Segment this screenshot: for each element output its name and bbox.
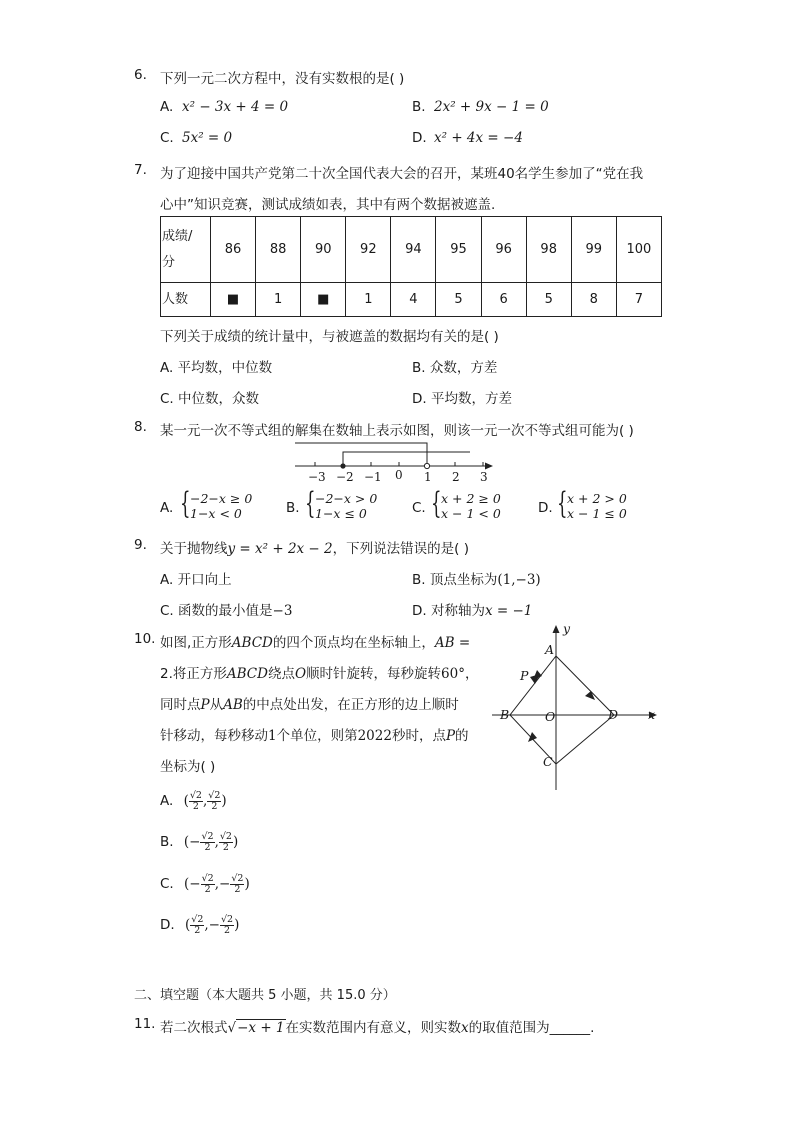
- table-cell: 7: [616, 283, 661, 317]
- label-c: C: [543, 754, 553, 769]
- math-text: ABCD: [231, 635, 273, 651]
- q7-option-c: C. 中位数，众数: [160, 391, 260, 407]
- option-label: B.: [160, 834, 174, 850]
- arrow-icon: [585, 691, 595, 700]
- numerator: √2: [208, 790, 221, 801]
- numerator: √2: [219, 831, 232, 842]
- denominator: 2: [192, 801, 199, 812]
- q6-option-a-label: A.: [160, 99, 174, 115]
- text: 若二次根式: [160, 1020, 228, 1036]
- section-2-title: 二、填空题（本大题共 5 小题，共 15.0 分）: [134, 988, 396, 1003]
- square-rotation-diagram: [488, 622, 668, 792]
- option-label: C.: [160, 876, 174, 892]
- math-text: 1: [268, 728, 277, 744]
- score-header-line1: 成绩/: [162, 228, 193, 244]
- label-a: A: [545, 642, 555, 657]
- text: 同时点: [160, 697, 201, 713]
- count-header-cell: 人数: [161, 283, 211, 317]
- q9-option-c: [160, 599, 292, 619]
- question-6-number: 6.: [134, 67, 147, 83]
- inequality: −2−x > 0: [315, 491, 378, 506]
- option-value: x = −1: [484, 603, 533, 619]
- tick-label: 0: [395, 468, 403, 482]
- question-8-stem: 某一元一次不等式组的解集在数轴上表示如图，则该一元一次不等式组可能为( ): [160, 423, 634, 439]
- table-cell: 90: [301, 217, 346, 283]
- tick-label: 2: [452, 470, 460, 484]
- q10-line2: [160, 662, 478, 682]
- question-7-number: 7.: [134, 162, 147, 178]
- score-header-cell: [161, 217, 211, 283]
- question-8-number: 8.: [134, 419, 147, 435]
- inequality: x − 1 ≤ 0: [567, 506, 627, 521]
- table-cell: 5: [526, 283, 571, 317]
- q7-option-a: A. 平均数，中位数: [160, 360, 273, 376]
- denominator: 2: [234, 884, 241, 895]
- table-cell: 96: [481, 217, 526, 283]
- text: 个单位，则第: [276, 728, 358, 744]
- fraction: [201, 874, 215, 895]
- numerator: √2: [231, 873, 244, 884]
- q10-option-b: [160, 832, 238, 853]
- text: .: [590, 1020, 595, 1036]
- coordinate: (− $\frac{√2}{2}$ ,− $\frac{√2}{2}$ ): [184, 873, 250, 895]
- option-text: D. 对称轴为: [412, 603, 485, 619]
- score-header-line2: 分: [162, 254, 176, 270]
- text: 的取值范围为: [468, 1020, 550, 1036]
- q8-option-a-label: A.: [160, 500, 174, 516]
- math-text: 2022: [357, 728, 392, 744]
- label-b: B: [500, 707, 510, 722]
- q10-option-a: [160, 791, 227, 812]
- fraction: [230, 874, 244, 895]
- parabola-equation: y = x² + 2x − 2: [227, 541, 333, 557]
- q6-option-b-label: B.: [412, 99, 426, 115]
- question-10-number: 10.: [134, 631, 156, 647]
- table-cell: 1: [256, 283, 301, 317]
- arrow-up-icon: [553, 625, 560, 633]
- table-row: [161, 283, 662, 317]
- text: 绕点: [267, 666, 295, 682]
- text: 2.将正方形: [160, 666, 227, 682]
- inequality: x + 2 > 0: [567, 491, 627, 506]
- question-11-number: 11.: [134, 1016, 156, 1032]
- question-9-number: 9.: [134, 537, 147, 553]
- denominator: 2: [194, 925, 201, 936]
- question-7-stem-line1: 为了迎接中国共产党第二十次全国代表大会的召开，某班40名学生参加了“党在我: [160, 166, 644, 182]
- math-text: AB =: [434, 635, 471, 651]
- tick-label: −2: [336, 470, 354, 484]
- text: ，: [464, 666, 479, 682]
- brace-icon: {: [180, 486, 191, 521]
- arrow-icon: [528, 732, 537, 742]
- label-y: y: [563, 621, 571, 636]
- label-o: O: [545, 709, 556, 724]
- q6-option-c-label: C.: [160, 130, 174, 146]
- option-text: B. 顶点坐标为: [412, 572, 498, 588]
- inequality: x + 2 ≥ 0: [441, 491, 501, 506]
- math-text: O: [294, 666, 307, 682]
- q10-line5: 坐标为( ): [160, 759, 216, 775]
- text: 从: [209, 697, 224, 713]
- inequality: 1−x < 0: [190, 506, 242, 521]
- table-cell: ■: [301, 283, 346, 317]
- table-cell: 94: [391, 217, 436, 283]
- open-point: [424, 463, 429, 468]
- question-7-question: 下列关于成绩的统计量中，与被遮盖的数据均有关的是( ): [160, 329, 499, 345]
- question-7-stem-line2: 心中”知识竞赛，测试成绩如表，其中有两个数据被遮盖.: [160, 197, 496, 213]
- table-cell: 98: [526, 217, 571, 283]
- tick-label: 1: [424, 470, 432, 484]
- numerator: √2: [201, 831, 214, 842]
- table-cell: 4: [391, 283, 436, 317]
- text: 如图,正方形: [160, 635, 232, 651]
- fraction: [190, 915, 204, 936]
- inequality: x − 1 < 0: [441, 506, 501, 521]
- numerator: √2: [220, 914, 234, 925]
- table-cell: 1: [346, 283, 391, 317]
- q7-option-b: B. 众数，方差: [412, 360, 498, 376]
- minus-sign: −: [189, 876, 201, 892]
- fraction: [220, 915, 234, 936]
- inequality: −2−x ≥ 0: [190, 491, 253, 506]
- denominator: 2: [204, 884, 211, 895]
- option-label: D.: [160, 917, 175, 933]
- brace-icon: {: [305, 486, 316, 521]
- table-cell: 86: [211, 217, 256, 283]
- text: 的: [455, 728, 469, 744]
- denominator: 2: [222, 842, 229, 853]
- math-text: P: [200, 697, 210, 713]
- score-table: [160, 216, 662, 317]
- math-text: ABCD: [226, 666, 268, 682]
- q10-line3: [160, 693, 459, 713]
- numerator: √2: [201, 873, 214, 884]
- q9-option-a: A. 开口向上: [160, 572, 232, 588]
- radicand: −x + 1: [237, 1020, 285, 1036]
- tick-label: −1: [364, 470, 382, 484]
- coordinate: ( $\frac{√2}{2}$ , $\frac{√2}{2}$ ): [183, 790, 227, 812]
- q10-option-d: [160, 915, 239, 936]
- tick-label: 3: [480, 470, 488, 484]
- label-x: x: [648, 707, 656, 722]
- denominator: 2: [224, 925, 231, 936]
- question-11-stem: [160, 1016, 594, 1036]
- minus-sign: −: [189, 834, 201, 850]
- stem-text: 关于抛物线: [160, 541, 228, 557]
- q6-option-b: 2x² + 9x − 1 = 0: [434, 99, 549, 115]
- question-6-stem: 下列一元二次方程中，没有实数根的是( ): [160, 71, 405, 87]
- numerator: √2: [191, 914, 204, 925]
- arrow-right-icon: [485, 463, 493, 470]
- stem-text: ，下列说法错误的是( ): [332, 541, 469, 557]
- q8-option-b-label: B.: [286, 500, 300, 516]
- table-cell: 92: [346, 217, 391, 283]
- table-cell: 5: [436, 283, 481, 317]
- inequality: 1−x ≤ 0: [315, 506, 367, 521]
- q8-option-b-system: [315, 491, 377, 521]
- answer-blank[interactable]: ______: [549, 1020, 591, 1036]
- q10-option-c: [160, 874, 250, 895]
- table-cell: 100: [616, 217, 661, 283]
- math-text: AB: [223, 697, 243, 713]
- fraction: [219, 832, 233, 853]
- table-cell: 6: [481, 283, 526, 317]
- math-text: 60°: [441, 666, 465, 682]
- q10-line1: [160, 631, 470, 651]
- fraction: [207, 791, 221, 812]
- q6-option-d: x² + 4x = −4: [434, 130, 523, 146]
- q6-option-d-label: D.: [412, 130, 427, 146]
- sqrt-symbol: √: [227, 1020, 237, 1036]
- coordinate: (− $\frac{√2}{2}$ , $\frac{√2}{2}$ ): [183, 831, 239, 853]
- denominator: 2: [211, 801, 218, 812]
- table-cell: 88: [256, 217, 301, 283]
- text: 秒时，点: [391, 728, 446, 744]
- q8-option-c-system: [441, 491, 501, 521]
- tick-label: −3: [308, 470, 326, 484]
- denominator: 2: [204, 842, 211, 853]
- fraction: [189, 791, 203, 812]
- q7-option-d: D. 平均数，方差: [412, 391, 512, 407]
- numerator: √2: [189, 790, 202, 801]
- coordinate: ( $\frac{√2}{2}$ ,− $\frac{√2}{2}$ ): [184, 914, 240, 936]
- fraction: [200, 832, 214, 853]
- q6-option-a: x² − 3x + 4 = 0: [182, 99, 289, 115]
- text: 的四个顶点均在坐标轴上，: [272, 635, 435, 651]
- q8-option-d-system: [567, 491, 627, 521]
- q10-line4: [160, 724, 469, 744]
- q9-option-d: [412, 599, 532, 619]
- label-d: D: [608, 707, 619, 722]
- q8-option-c-label: C.: [412, 500, 426, 516]
- text: 针移动，每秒移动: [160, 728, 268, 744]
- question-9-stem: [160, 537, 469, 557]
- closed-point: [340, 463, 345, 468]
- label-p: P: [520, 668, 529, 683]
- text: 顺时针旋转，每秒旋转: [306, 666, 442, 682]
- brace-icon: {: [557, 486, 568, 521]
- table-row: [161, 217, 662, 283]
- text: 的中点处出发，在正方形的边上顺时: [242, 697, 459, 713]
- solution-ray-right: [343, 452, 470, 466]
- brace-icon: {: [431, 486, 442, 521]
- variable: x: [461, 1020, 469, 1036]
- table-cell: 99: [571, 217, 616, 283]
- q6-option-c: 5x² = 0: [182, 130, 233, 146]
- option-label: A.: [160, 793, 174, 809]
- option-value: −3: [272, 603, 293, 619]
- table-cell: 8: [571, 283, 616, 317]
- table-cell: ■: [211, 283, 256, 317]
- option-value: (1,−3): [497, 572, 541, 588]
- q8-option-d-label: D.: [538, 500, 553, 516]
- q9-option-b: [412, 568, 541, 588]
- minus-sign: −: [219, 876, 231, 892]
- option-text: C. 函数的最小值是: [160, 603, 273, 619]
- minus-sign: −: [208, 917, 220, 933]
- text: 在实数范围内有意义，则实数: [285, 1020, 462, 1036]
- table-cell: 95: [436, 217, 481, 283]
- q8-option-a-system: [190, 491, 252, 521]
- math-text: P: [445, 728, 456, 744]
